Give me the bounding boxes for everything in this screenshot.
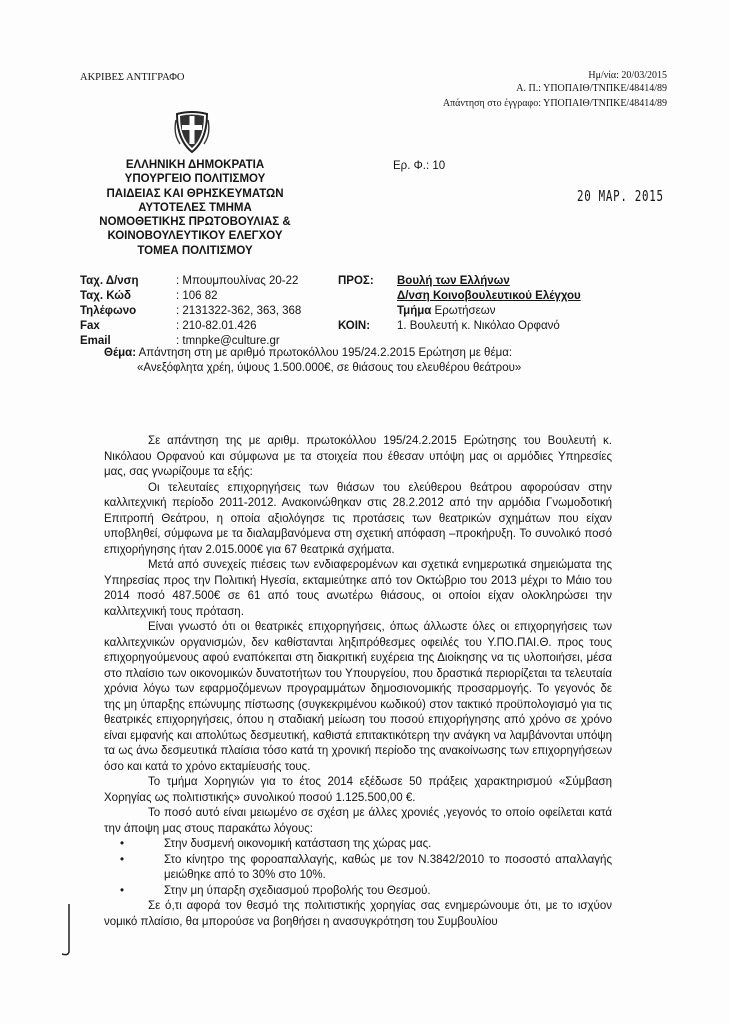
bullet-text: Στην δυσμενή οικονομική κατάσταση της χώρας μας.: [164, 838, 432, 850]
bullet-symbol: •: [120, 884, 125, 897]
ministry-line: ΤΟΜΕΑ ΠΟΛΙΤΙΣΜΟΥ: [137, 244, 253, 257]
contact-value: : 210-82.01.426: [176, 320, 257, 332]
ministry-line: ΝΟΜΟΘΕΤΙΚΗΣ ΠΡΩΤΟΒΟΥΛΙΑΣ &: [99, 216, 291, 229]
greek-coat-of-arms-icon: [174, 108, 210, 154]
body-paragraph: Το τμήμα Χορηγιών για το έτος 2014 εξέδωσε 50 πράξεις χαρακτηρισμού «Σύμβαση Χορηγίας ως πολιτιστικής» συνολικού ποσού 1.125.500,00 €.: [104, 776, 612, 804]
subject-block: [104, 346, 521, 376]
contact-label: Fax: [80, 320, 100, 332]
ministry-line: ΑΥΤΟΤΕΛΕΣ ΤΜΗΜΑ: [138, 201, 252, 214]
contact-value: : 2131322-362, 363, 368: [176, 305, 302, 317]
department-bold: Τμήμα: [397, 305, 432, 317]
recipient-row: [338, 304, 581, 319]
bullet-symbol: •: [120, 853, 125, 866]
body-paragraph: Σε απάντηση της με αριθμ. πρωτοκόλλου 195/24.2.2015 Ερώτησης του Βουλευτή κ. Νικόλαου Ορφανού και σύμφωνα με τα στοιχεία που έθεσαν υπόψη μας οι αρμόδιες Υπηρεσίες μας, σας γνωρίζουμε τα εξής:: [104, 435, 612, 478]
contact-row: [80, 274, 301, 289]
letter-body: [104, 434, 612, 930]
bullet-text: Στην μη ύπαρξη σχεδιασμού προβολής του Θεσμού.: [164, 884, 431, 897]
cc-recipient: 1. Βουλευτή κ. Νικόλαο Ορφανό: [397, 320, 560, 332]
bullet-item: [104, 837, 612, 853]
body-paragraph: Είναι γνωστό ότι οι θεατρικές επιχορηγήσεις, όπως άλλωστε όλες οι επιχορηγήσεις των καλλιτεχνικών οργανισμών, δεν καθίστανται ληξιπρόθεσμες οφειλές του Υ.ΠΟ.ΠΑΙ.Θ. προς τους επιχορηγούμενους αφού εναπόκειται στη διακριτική ευχέρεια της Διοίκησης να τις υλοποιήσει, μέσα στο πλαίσιο των οικονομικών δυνατοτήτων του Υπουργείου, που δραστικά περιορίζεται τα τελευταία χρόνια λόγω των εφαρμοζόμενων προγραμμάτων δημοσιονομικής προσαρμογής. Το γεγονός δε της μη ύπαρξης επώνυμης πίστωσης (συγκεκριμένου κωδικού) στον τακτικό προϋπολογισμό για τις θεατρικές επιχορηγήσεις, όπου η σταδιακή μείωση του ποσού επιχορήγησης από χρόνο σε χρόνο είναι εμφανής και απολύτως δεσμευτική, καθιστά επιτακτικότερη την ανάγκη να λαμβάνονται υπόψη τα ως άνω δεσμευτικά πλαίσια τόσο κατά τη χρονική περίοδο της ανακοίνωσης των επιχορηγήσεων όσο και κατά το χρόνο εκταμίευσής τους.: [104, 621, 612, 773]
bullet-symbol: •: [120, 838, 125, 850]
contact-label: Ταχ. Δ/νση: [80, 275, 139, 287]
contact-row: [80, 304, 301, 319]
contact-label: Email: [80, 335, 111, 347]
recipient-parliament: Βουλή των Ελλήνων: [397, 275, 510, 287]
ministry-line: ΕΛΛΗΝΙΚΗ ΔΗΜΟΚΡΑΤΙΑ: [125, 159, 265, 171]
department-rest: Ερωτήσεων: [431, 305, 496, 317]
subject-title: «Ανεξόφλητα χρέη, ύψους 1.500.000€, σε θιάσους του ελευθέρου θεάτρου»: [137, 362, 522, 374]
body-paragraph: Οι τελευταίες επιχορηγήσεις των θιάσων του ελεύθερου θεάτρου αφορούσαν στην καλλιτεχνική περίοδο 2011-2012. Ανακοινώθηκαν στις 28.2.2012 από την αρμόδια Γνωμοδοτική Επιτροπή Θεάτρου, η οποία αξιολόγησε τις προτάσεις των θεατρικών σχημάτων που είχαν υποβληθεί, σύμφωνα με τα διαλαμβανόμενα στη σχετική απόφαση –προκήρυξη. Το συνολικό ποσό επιχορήγησης ήταν 2.015.000€ για 67 θεατρικά σχήματα.: [104, 481, 612, 556]
body-paragraph: Μετά από συνεχείς πιέσεις των ενδιαφερομένων και σχετικά ενημερωτικά σημειώματα της Υπηρεσίας προς την Πολιτική Ηγεσία, εκταμιεύτηκε από τον Οκτώβριο του 2013 μέχρι το Μάιο του 2014 ποσό 487.500€ σε 61 από τους ανωτέρω θιάσους, οι οποίοι είχαν ολοκληρώσει την καλλιτεχνική τους πρόταση.: [104, 559, 612, 618]
body-paragraph: Σε ό,τι αφορά τον θεσμό της πολιτιστικής χορηγίας σας ενημερώνουμε ότι, με το ισχύον νομικό πλαίσιο, θα μπορούσε να βοηθήσει η ανασυγκρότηση του Συμβουλίου: [104, 900, 612, 928]
ministry-line: ΠΑΙΔΕΙΑΣ ΚΑΙ ΘΡΗΣΚΕΥΜΑΤΩΝ: [106, 187, 284, 200]
recipients-block: [338, 274, 581, 334]
date-line: Ημ/νία: 20/03/2015: [588, 70, 667, 81]
contact-value: : 106 82: [176, 290, 218, 302]
date-stamp: 20 MAP. 2015: [577, 187, 664, 205]
recipient-row: [338, 289, 581, 304]
contact-block: [80, 274, 301, 349]
contact-row: [80, 319, 301, 334]
recipient-department: [397, 304, 495, 319]
contact-row: [80, 289, 301, 304]
subject-label: Θέμα:: [104, 347, 137, 359]
contact-value: : Μπουμπουλίνας 20-22: [176, 275, 299, 287]
subject-text: Απάντηση στη με αριθμό πρωτοκόλλου 195/24.2.2015 Ερώτηση με θέμα:: [136, 347, 513, 359]
protocol-number: Α. Π.: ΥΠΟΠΑΙΘ/ΤΝΠΚΕ/48414/89: [516, 83, 667, 94]
margin-pen-mark: [58, 902, 74, 958]
file-number: Ερ. Φ.: 10: [393, 160, 446, 172]
koin-label: ΚΟΙΝ:: [338, 320, 371, 332]
copy-mark: ΑΚΡΙΒΕΣ ΑΝΤΙΓΡΑΦΟ: [80, 72, 185, 83]
contact-label: Ταχ. Κώδ: [80, 290, 131, 302]
email-value[interactable]: : tmnpke@culture.gr: [176, 335, 280, 347]
bullet-text: Στο κίνητρο της φοροαπαλλαγής, καθώς με τον Ν.3842/2010 το ποσοστό απαλλαγής μειώθηκε από το 30% στο 10%.: [164, 853, 612, 881]
contact-label: Τηλέφωνο: [80, 305, 137, 317]
recipient-row: [338, 319, 581, 334]
ministry-heading: [95, 158, 295, 258]
bullet-item: [104, 884, 612, 900]
recipient-row: [338, 274, 581, 289]
bullet-item: [104, 853, 612, 884]
body-paragraph: Το ποσό αυτό είναι μειωμένο σε σχέση με άλλες χρονιές ,γεγονός το οποίο οφείλεται κατά την άποψη μας στους παρακάτω λόγους:: [104, 807, 612, 835]
ministry-line: ΥΠΟΥΡΓΕΙΟ ΠΟΛΙΤΙΣΜΟΥ: [124, 173, 266, 186]
pros-label: ΠΡΟΣ:: [338, 275, 374, 287]
ministry-line: ΚΟΙΝΟΒΟΥΛΕΥΤΙΚΟΥ ΕΛΕΓΧΟΥ: [107, 230, 283, 243]
reply-reference: Απάντηση στο έγγραφο: ΥΠΟΠΑΙΘ/ΤΝΠΚΕ/48414/89: [442, 98, 667, 109]
recipient-directorate: Δ/νση Κοινοβουλευτικού Ελέγχου: [397, 290, 581, 302]
subject-line: [104, 346, 521, 361]
